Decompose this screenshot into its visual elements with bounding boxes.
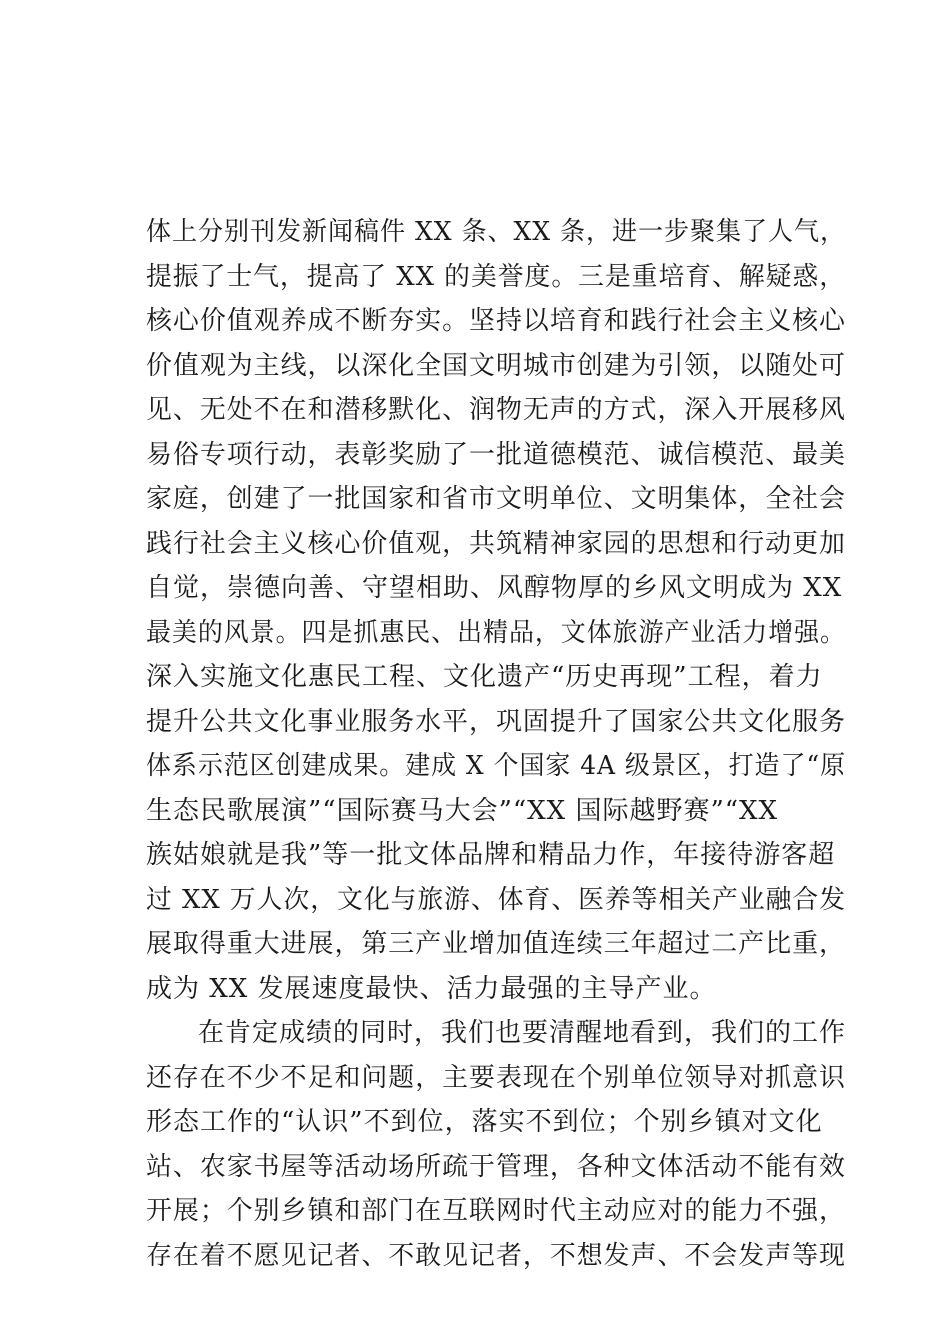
text-line: 提升公共文化事业服务水平，巩固提升了国家公共文化服务	[146, 706, 846, 737]
text-line: 过 XX 万人次，文化与旅游、体育、医养等相关产业融合发	[146, 884, 846, 915]
text-line: 易俗专项行动，表彰奖励了一批道德模范、诚信模范、最美	[146, 439, 846, 470]
text-line: 形态工作的“认识”不到位，落实不到位；个别乡镇对文化	[146, 1107, 823, 1137]
text-line: 见、无处不在和潜移默化、润物无声的方式，深入开展移风	[146, 395, 846, 425]
text-line: 体系示范区创建成果。建成 X 个国家 4A 级景区，打造了“原	[146, 751, 847, 781]
text-line: 自觉，崇德向善、守望相助、风醇物厚的乡风文明成为 XX	[146, 573, 843, 603]
body-text	[146, 210, 846, 1278]
text-line: 深入实施文化惠民工程、文化遗产“历史再现”工程，着力	[146, 662, 823, 692]
text-line: 成为 XX 发展速度最快、活力最强的主导产业。	[146, 973, 717, 1004]
text-line: 展取得重大进展，第三产业增加值连续三年超过二产比重，	[146, 929, 846, 959]
text-line: 最美的风景。四是抓惠民、出精品，文体旅游产业活力增强。	[146, 617, 847, 648]
text-line: 践行社会主义核心价值观，共筑精神家园的思想和行动更加	[146, 528, 846, 559]
text-line: 还存在不少不足和问题，主要表现在个别单位领导对抓意识	[146, 1062, 846, 1093]
text-line: 核心价值观养成不断夯实。坚持以培育和践行社会主义核心	[146, 306, 846, 336]
paragraph-first-line: 在肯定成绩的同时，我们也要清醒地看到，我们的工作	[198, 1018, 847, 1048]
text-line: 价值观为主线，以深化全国文明城市创建为引领，以随处可	[146, 350, 846, 381]
text-line: 开展；个别乡镇和部门在互联网时代主动应对的能力不强，	[146, 1196, 846, 1226]
text-line: 体上分别刊发新闻稿件 XX 条、XX 条，进一步聚集了人气，	[146, 217, 847, 247]
text-line: 存在着不愿见记者、不敢见记者，不想发声、不会发声等现	[146, 1240, 846, 1271]
text-line: 提振了士气，提高了 XX 的美誉度。三是重培育、解疑惑，	[146, 261, 846, 292]
text-line: 生态民歌展演”“国际赛马大会”“XX 国际越野赛”“XX	[146, 795, 779, 826]
text-line: 站、农家书屋等活动场所疏于管理，各种文体活动不能有效	[146, 1151, 846, 1182]
text-line: 家庭，创建了一批国家和省市文明单位、文明集体，全社会	[146, 484, 846, 514]
text-line: 族姑娘就是我”等一批文体品牌和精品力作，年接待游客超	[146, 840, 836, 870]
